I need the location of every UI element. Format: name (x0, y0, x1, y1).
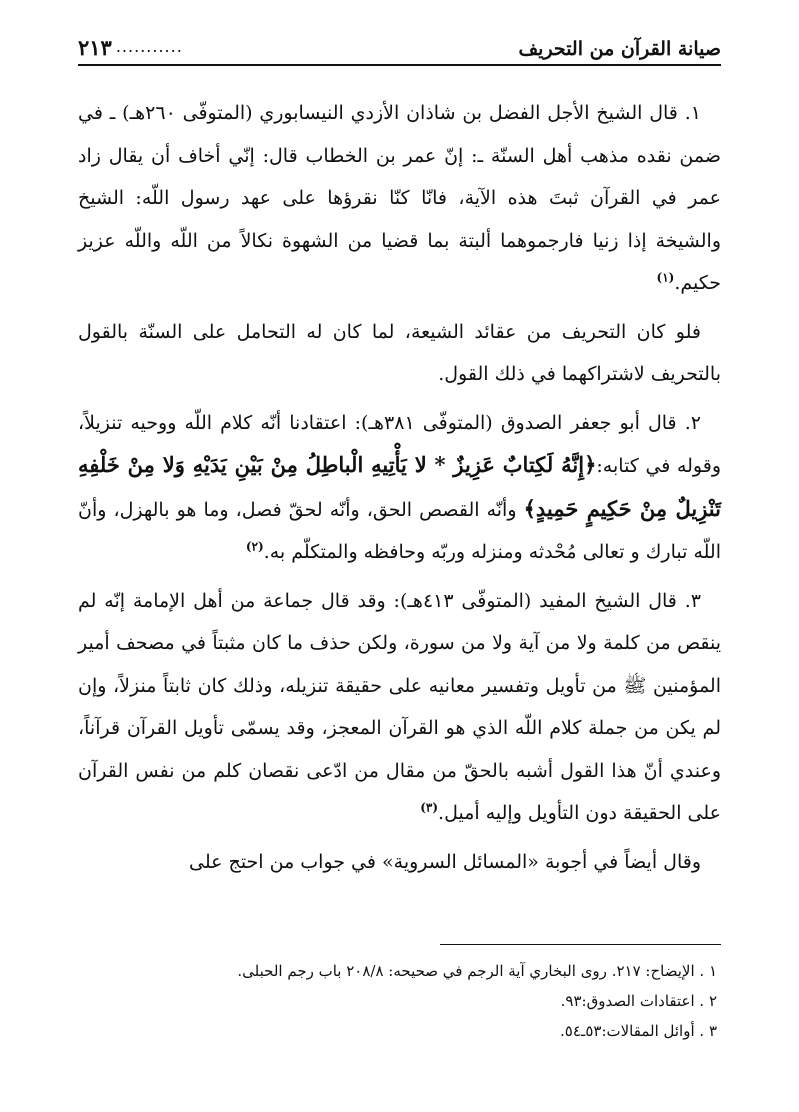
page-number: ٢١٣ (78, 35, 112, 60)
footnote-separator (440, 944, 721, 945)
footnote-ref-3: (٣) (420, 800, 439, 815)
footnote-ref-1: (١) (656, 270, 675, 285)
paragraph-1 (78, 92, 721, 305)
header-leader-dots: ........... (115, 37, 183, 56)
paragraph-3 (78, 402, 721, 574)
footnote-3: ٣ . أوائل المقالات:٥٣ـ٥٤. (560, 1022, 717, 1040)
paragraph-2 (78, 311, 721, 396)
paragraph-2-text: فلو كان التحريف من عقائد الشيعة، لما كان له التحامل على السنّة بالقول بالتحريف لاشتراكهما في ذلك القول. (78, 320, 721, 385)
paragraph-4 (78, 580, 721, 835)
paragraph-5-text: وقال أيضاً في أجوبة «المسائل السروية» في جواب من احتج على (189, 850, 701, 873)
running-header (78, 26, 721, 60)
quran-verse: ﴿إِنَّهُ لَكِتابٌ عَزِيزٌ * لا يَأْتِيهِ الْباطِلُ مِنْ بَيْنِ يَدَيْهِ وَلا مِنْ خَلْفِهِ تَنْزِيلٌ مِنْ حَكِيمٍ حَمِيدٍ﴾ (78, 452, 721, 521)
paragraph-4-text: ٣. قال الشيخ المفيد (المتوفّى ٤١٣هـ): وقد قال جماعة من أهل الإمامة إنّه لم ينقص من كلمة ولا من آية ولا من سورة، ولكن حذف ما كان مثبتاً في مصحف أمير المؤمنين ﷺ من تأويل وتفسير معانيه على حقيقة تنزيله، وذلك كان ثابتاً منزلاً، وإن لم يكن من جملة كلام اللّه الذي هو القرآن المعجز، وقد يسمّى تأويل القرآن قرآناً، وعندي أنّ هذا القول أشبه بالحقّ من مقال من ادّعى نقصان كلم من نفس القرآن على الحقيقة دون التأويل وإليه أميل. (78, 589, 721, 824)
footnote-ref-2: (٢) (245, 539, 264, 554)
footnote-2: ٢ . اعتقادات الصدوق:٩٣. (560, 992, 717, 1010)
paragraph-3-intro: ٢. قال أبو جعفر الصدوق (المتوفّى ٣٨١هـ): اعتقادنا أنّه كلام اللّه ووحيه تنزيلاً، وقوله في كتابه: (78, 411, 721, 477)
footnotes (78, 956, 717, 1046)
main-text (78, 92, 721, 889)
paragraph-1-text: ١. قال الشيخ الأجل الفضل بن شاذان الأزدي النيسابوري (المتوفّى ٢٦٠هـ) ـ في ضمن نقده مذهب أهل السنّة ـ: إنّ عمر بن الخطاب قال: إنّي أخاف أن يقال زاد عمر في القرآن ثبتَ هذه الآية، فانّا كنّا نقرؤها على عهد رسول اللّه: الشيخ والشيخة إذا زنيا فارجموهما ألبتة بما قضيا من الشهوة نكالاً من اللّه واللّه عزيز حكيم. (78, 102, 721, 294)
paragraph-3-rest: وأنّه القصص الحق، وأنّه لحقّ فصل، وما هو بالهزل، وأنّ اللّه تبارك و تعالى مُحْدثه ومنزله وربّه وحافظه والمتكلّم به. (78, 498, 721, 563)
footnote-1: ١ . الإيضاح: ٢١٧. روى البخاري آية الرجم في صحيحه: ٢٠٨/٨ باب رجم الحبلى. (237, 962, 717, 980)
header-rule (78, 64, 721, 66)
paragraph-5 (78, 841, 721, 884)
running-title: صيانة القرآن من التحريف (518, 38, 721, 60)
